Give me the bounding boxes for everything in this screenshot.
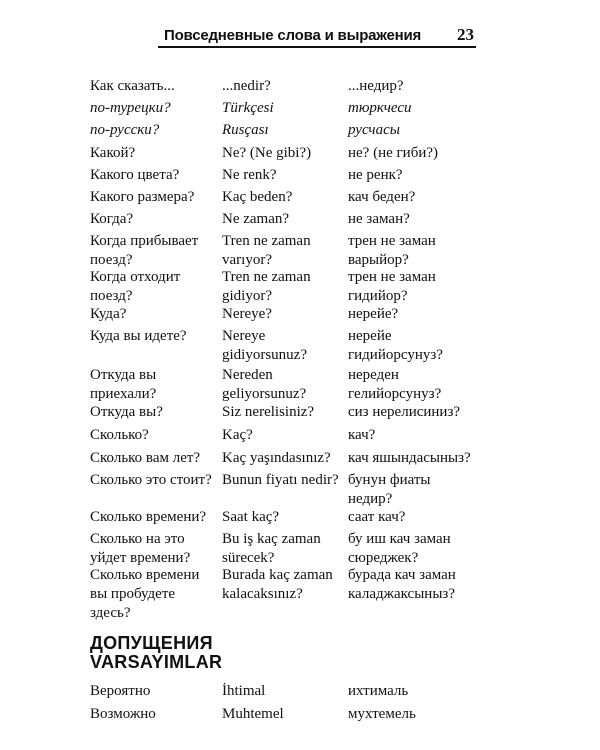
page-number: 23	[457, 25, 474, 44]
chapter-title: Повседневные слова и выражения	[164, 27, 422, 44]
turkish-phrase: Ne? (Ne gibi?)	[222, 145, 312, 161]
russian-phrase: Сколько это стоит?	[90, 472, 212, 488]
transliteration: не ренк?	[348, 167, 403, 183]
russian-phrase: Какого цвета?	[90, 167, 180, 183]
russian-phrase: Сколько времени вы пробудете здесь?	[90, 567, 200, 621]
turkish-phrase: Nereye gidiyorsunuz?	[222, 328, 307, 363]
turkish-phrase: Ne renk?	[222, 167, 277, 183]
transliteration: русчасы	[348, 122, 400, 138]
russian-phrase: Когда прибывает поезд?	[90, 233, 199, 268]
russian-phrase: Сколько времени?	[90, 509, 207, 525]
turkish-phrase: Bu iş kaç zaman sürecek?	[222, 531, 321, 566]
transliteration: мухтемель	[348, 706, 416, 722]
transliteration: нерейе?	[348, 306, 399, 322]
transliteration: кач?	[348, 427, 376, 443]
turkish-phrase: ...nedir?	[222, 78, 271, 94]
russian-phrase: Как сказать...	[90, 78, 175, 94]
transliteration: тюркчеси	[348, 100, 412, 116]
turkish-phrase: Muhtemel	[222, 706, 284, 722]
russian-phrase: Возможно	[90, 706, 156, 722]
russian-phrase: Сколько на это уйдет времени?	[90, 531, 191, 566]
russian-phrase: Когда?	[90, 211, 134, 227]
turkish-phrase: Tren ne zaman varıyor?	[222, 233, 311, 268]
russian-phrase: по-турецки?	[90, 100, 171, 116]
turkish-phrase: Rusçası	[222, 122, 269, 138]
turkish-phrase: Türkçesi	[222, 100, 274, 116]
transliteration: сиз нерелисиниз?	[348, 404, 461, 420]
transliteration: нерейе гидийорсунуз?	[348, 328, 443, 363]
turkish-phrase: İhtimal	[222, 683, 266, 699]
turkish-phrase: Saat kaç?	[222, 509, 280, 525]
transliteration: ...недир?	[348, 78, 404, 94]
russian-phrase: Вероятно	[90, 683, 151, 699]
turkish-phrase: Ne zaman?	[222, 211, 290, 227]
russian-phrase: Откуда вы?	[90, 404, 163, 420]
transliteration: трен не заман варыйор?	[348, 233, 436, 268]
section-title-tr: VARSAYIMLAR	[90, 652, 223, 672]
transliteration: нереден гелийорсунуз?	[348, 367, 442, 402]
turkish-phrase: Kaç?	[222, 427, 253, 443]
turkish-phrase: Tren ne zaman gidiyor?	[222, 269, 311, 304]
transliteration: кач беден?	[348, 189, 416, 205]
russian-phrase: Какой?	[90, 145, 136, 161]
turkish-phrase: Nereye?	[222, 306, 272, 322]
turkish-phrase: Nereden geliyorsunuz?	[222, 367, 307, 402]
transliteration: кач яшындасыныз?	[348, 450, 471, 466]
russian-phrase: Сколько?	[90, 427, 149, 443]
turkish-phrase: Siz nerelisiniz?	[222, 404, 315, 420]
turkish-phrase: Kaç beden?	[222, 189, 293, 205]
transliteration: бунун фиаты недир?	[348, 472, 431, 507]
russian-phrase: Откуда вы приехали?	[90, 367, 157, 402]
transliteration: саат кач?	[348, 509, 406, 525]
transliteration: бурада кач заман каладжаксыныз?	[348, 567, 456, 602]
turkish-phrase: Kaç yaşındasınız?	[222, 450, 331, 466]
russian-phrase: Какого размера?	[90, 189, 195, 205]
transliteration: не заман?	[348, 211, 410, 227]
russian-phrase: по-русски?	[90, 122, 160, 138]
transliteration: трен не заман гидийор?	[348, 269, 436, 304]
russian-phrase: Сколько вам лет?	[90, 450, 201, 466]
transliteration: бу иш кач заман сюреджек?	[348, 531, 451, 566]
russian-phrase: Когда отходит поезд?	[90, 269, 181, 304]
transliteration: не? (не гиби?)	[348, 145, 439, 161]
russian-phrase: Куда?	[90, 306, 127, 322]
russian-phrase: Куда вы идете?	[90, 328, 187, 344]
section-title-ru: ДОПУЩЕНИЯ	[90, 633, 213, 653]
turkish-phrase: Burada kaç zaman kalacaksınız?	[222, 567, 333, 602]
turkish-phrase: Bunun fiyatı nedir?	[222, 472, 339, 488]
transliteration: ихтималь	[348, 683, 409, 699]
